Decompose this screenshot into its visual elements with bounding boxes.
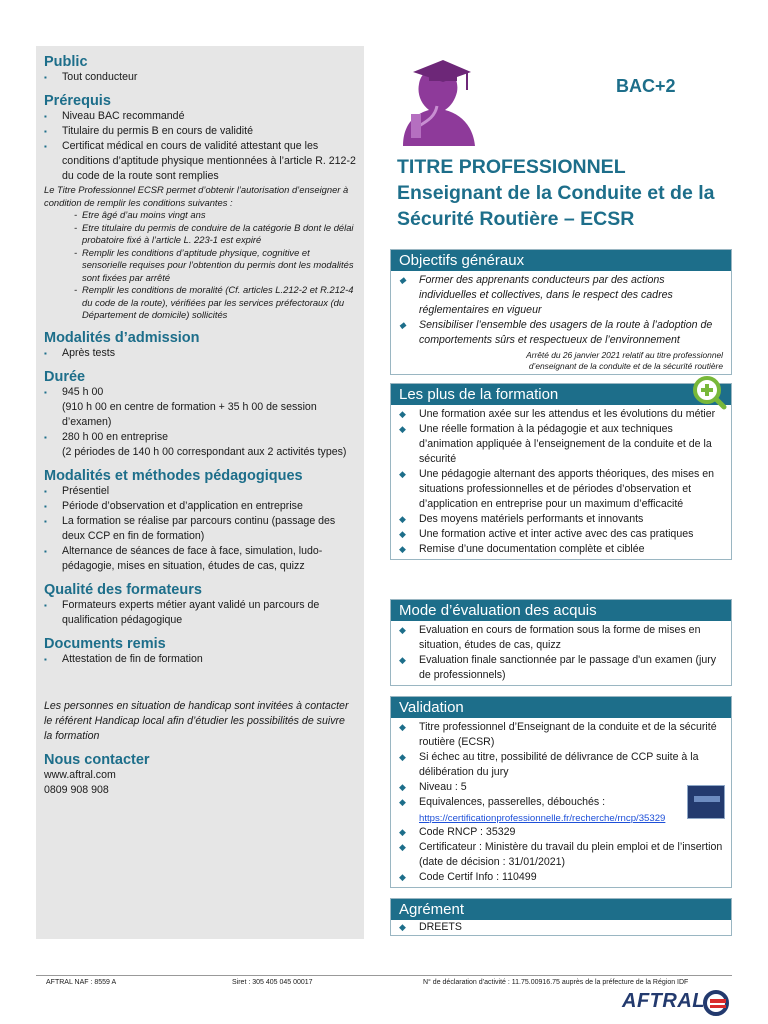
note-line: d’enseignant de la conduite et de la sécurité routière (528, 361, 723, 371)
list-item: ◆ Code Certif Info : 110499 (397, 870, 725, 885)
list-item: ◆ Une formation axée sur les attendus et les évolutions du métier (397, 407, 725, 422)
list-item: ◆ Remise d’une documentation complète et ciblée (397, 542, 725, 557)
rncp-link[interactable]: https://certificationprofessionnelle.fr/recherche/rncp/35329 (419, 813, 666, 824)
admission-list (44, 346, 356, 361)
plus-list (391, 405, 731, 559)
contact-website[interactable]: www.aftral.com (44, 768, 116, 781)
list-item: - Etre titulaire du permis de conduire de la catégorie B dont le délai probatoire fixé à l’article L. 223-1 est expiré (44, 222, 356, 247)
objectifs-list (391, 271, 731, 350)
contact-heading: Nous contacter (44, 751, 150, 768)
list-item: ◆ Des moyens matériels performants et innovants (397, 512, 725, 527)
info-sidebar (36, 46, 364, 939)
list-item: ◆ Certificateur : Ministère du travail du plein emploi et de l’insertion (date de décision : 31/01/2021) (397, 840, 725, 870)
page-title (397, 154, 747, 232)
list-item: ▪ Formateurs experts métier ayant validé un parcours de qualification pédagogique (44, 598, 356, 628)
magnifier-plus-icon (691, 374, 727, 410)
agrement-section (390, 898, 732, 936)
contact-phone[interactable]: 0809 908 908 (44, 783, 109, 796)
list-item: - Etre âgé d’au moins vingt ans (44, 209, 356, 222)
plus-heading: Les plus de la formation (391, 384, 731, 405)
list-item: ◆ Code RNCP : 35329 (397, 825, 725, 840)
list-item: ▪ La formation se réalise par parcours continu (passage des deux CCP en fin de formation) (44, 514, 356, 544)
list-item: ▪ Alternance de séances de face à face, simulation, ludo-pédagogie, mises en situation, études de cas, quizz (44, 544, 356, 574)
methodes-list (44, 484, 356, 574)
list-item: ◆ Evaluation en cours de formation sous la forme de mises en situation, études de cas, quizz (397, 623, 725, 653)
public-heading: Public (44, 54, 88, 70)
admission-heading: Modalités d’admission (44, 329, 200, 346)
agrement-list (391, 920, 731, 935)
list-item: ◆ Evaluation finale sanctionnée par le passage d'un examen (jury de professionnels) (397, 653, 725, 683)
list-item: - Remplir les conditions de moralité (Cf. articles L.212-2 et R.212-4 du code de la route), vérifiées par les services préfectoraux (du Département de domicile) sollicités (44, 284, 356, 322)
evaluation-list (391, 621, 731, 685)
list-item: ▪ Tout conducteur (44, 70, 356, 85)
list-item: ▪ Attestation de fin de formation (44, 652, 356, 667)
formateurs-heading: Qualité des formateurs (44, 581, 202, 598)
list-item: ◆ Niveau : 5 (397, 780, 725, 795)
rncp-link-wrap (391, 812, 731, 825)
list-item: ▪ Certificat médical en cours de validité attestant que les conditions d’aptitude physique mentionnées à l’article R. 212-2 du code de la route sont remplies (44, 139, 356, 184)
list-item: ◆ DREETS (397, 920, 725, 935)
list-item: ▪ Niveau BAC recommandé (44, 109, 356, 124)
list-item: ▪ Présentiel (44, 484, 356, 499)
documents-list (44, 652, 356, 667)
list-item: ◆ Si échec au titre, possibilité de délivrance de CCP suite à la délibération du jury (397, 750, 725, 780)
prerequis-list (44, 109, 356, 184)
title-line: Enseignant de la Conduite et de la (397, 182, 715, 204)
handicap-notice: Les personnes en situation de handicap sont invitées à contacter le référent Handicap local afin d’étudier les possibilités de suivre la formation (44, 699, 349, 742)
list-item-detail: (2 périodes de 140 h 00 correspondant aux 2 activités types) (62, 445, 347, 458)
prerequis-heading: Prérequis (44, 93, 111, 109)
objectifs-section (390, 249, 732, 375)
validation-list-2 (391, 825, 731, 887)
list-item: ▪ 945 h 00 (44, 385, 356, 400)
public-list (44, 70, 356, 85)
conditions-list (44, 209, 356, 322)
objectifs-heading: Objectifs généraux (391, 250, 731, 271)
level-badge: BAC+2 (616, 76, 676, 96)
agrement-heading: Agrément (391, 899, 731, 920)
evaluation-section (390, 599, 732, 686)
list-item: ◆ Former des apprenants conducteurs par des actions individuelles et collectives, dans le respect des cadres réglementaires en vigueur (397, 273, 725, 318)
list-item: ▪ 280 h 00 en entreprise (44, 430, 356, 445)
validation-heading: Validation (391, 697, 731, 718)
list-item: ◆ Equivalences, passerelles, débouchés : (397, 795, 725, 810)
certification-badge-icon (687, 785, 725, 819)
plus-section (390, 383, 732, 560)
list-item: ◆ Une formation active et inter active avec des cas pratiques (397, 527, 725, 542)
prerequis-intro: Le Titre Professionnel ECSR permet d’obtenir l’autorisation d’enseigner à condition de remplir les conditions suivantes : (44, 184, 349, 208)
methodes-heading: Modalités et méthodes pédagogiques (44, 467, 303, 484)
duree-list (44, 385, 356, 460)
footer-declaration: N° de déclaration d’activité : 11.75.00916.75 auprès de la préfecture de la Région IDF (423, 979, 689, 986)
list-item: ▪ Période d’observation et d’application en entreprise (44, 499, 356, 514)
arrete-note (391, 350, 731, 374)
list-item-detail: (910 h 00 en centre de formation + 35 h 00 de session d’examen) (62, 400, 317, 428)
title-line: TITRE PROFESSIONNEL (397, 156, 626, 178)
graduate-logo (389, 46, 485, 146)
duree-heading: Durée (44, 368, 86, 385)
aftral-wordmark: AFTRAL (622, 990, 705, 1012)
list-item: - Remplir les conditions d’aptitude physique, cognitive et sensorielle requises pour l’obtention du permis dont les modalités sont fixées par arrêté (44, 247, 356, 285)
list-item: ◆ Titre professionnel d’Enseignant de la conduite et de la sécurité routière (ECSR) (397, 720, 725, 750)
list-item: ◆ Une réelle formation à la pédagogie et aux techniques d’animation appliquée à l’enseignement de la conduite et de la sécurité (397, 422, 725, 467)
documents-heading: Documents remis (44, 635, 166, 652)
validation-list (391, 718, 731, 812)
formateurs-list (44, 598, 356, 628)
footer-divider (36, 975, 732, 976)
aftral-emblem-icon (702, 990, 732, 1016)
list-item: ◆ Une pédagogie alternant des apports théoriques, des mises en situations professionnelles et de périodes d’observation et d’application en entreprise pour un maximum d’efficacité (397, 467, 725, 512)
list-item: ▪ Titulaire du permis B en cours de validité (44, 124, 356, 139)
footer-naf: AFTRAL NAF : 8559 A (46, 979, 117, 986)
title-line: Sécurité Routière – ECSR (397, 208, 635, 230)
list-item: ◆ Sensibiliser l’ensemble des usagers de la route à l’adoption de comportements sûrs et respectueux de l’environnement (397, 318, 725, 348)
aftral-logo (592, 990, 734, 1016)
evaluation-heading: Mode d’évaluation des acquis (391, 600, 731, 621)
note-line: Arrêté du 26 janvier 2021 relatif au titre professionnel (526, 350, 723, 360)
validation-section (390, 696, 732, 888)
list-item: ▪ Après tests (44, 346, 356, 361)
footer-siret: Siret : 305 405 045 00017 (232, 979, 313, 986)
